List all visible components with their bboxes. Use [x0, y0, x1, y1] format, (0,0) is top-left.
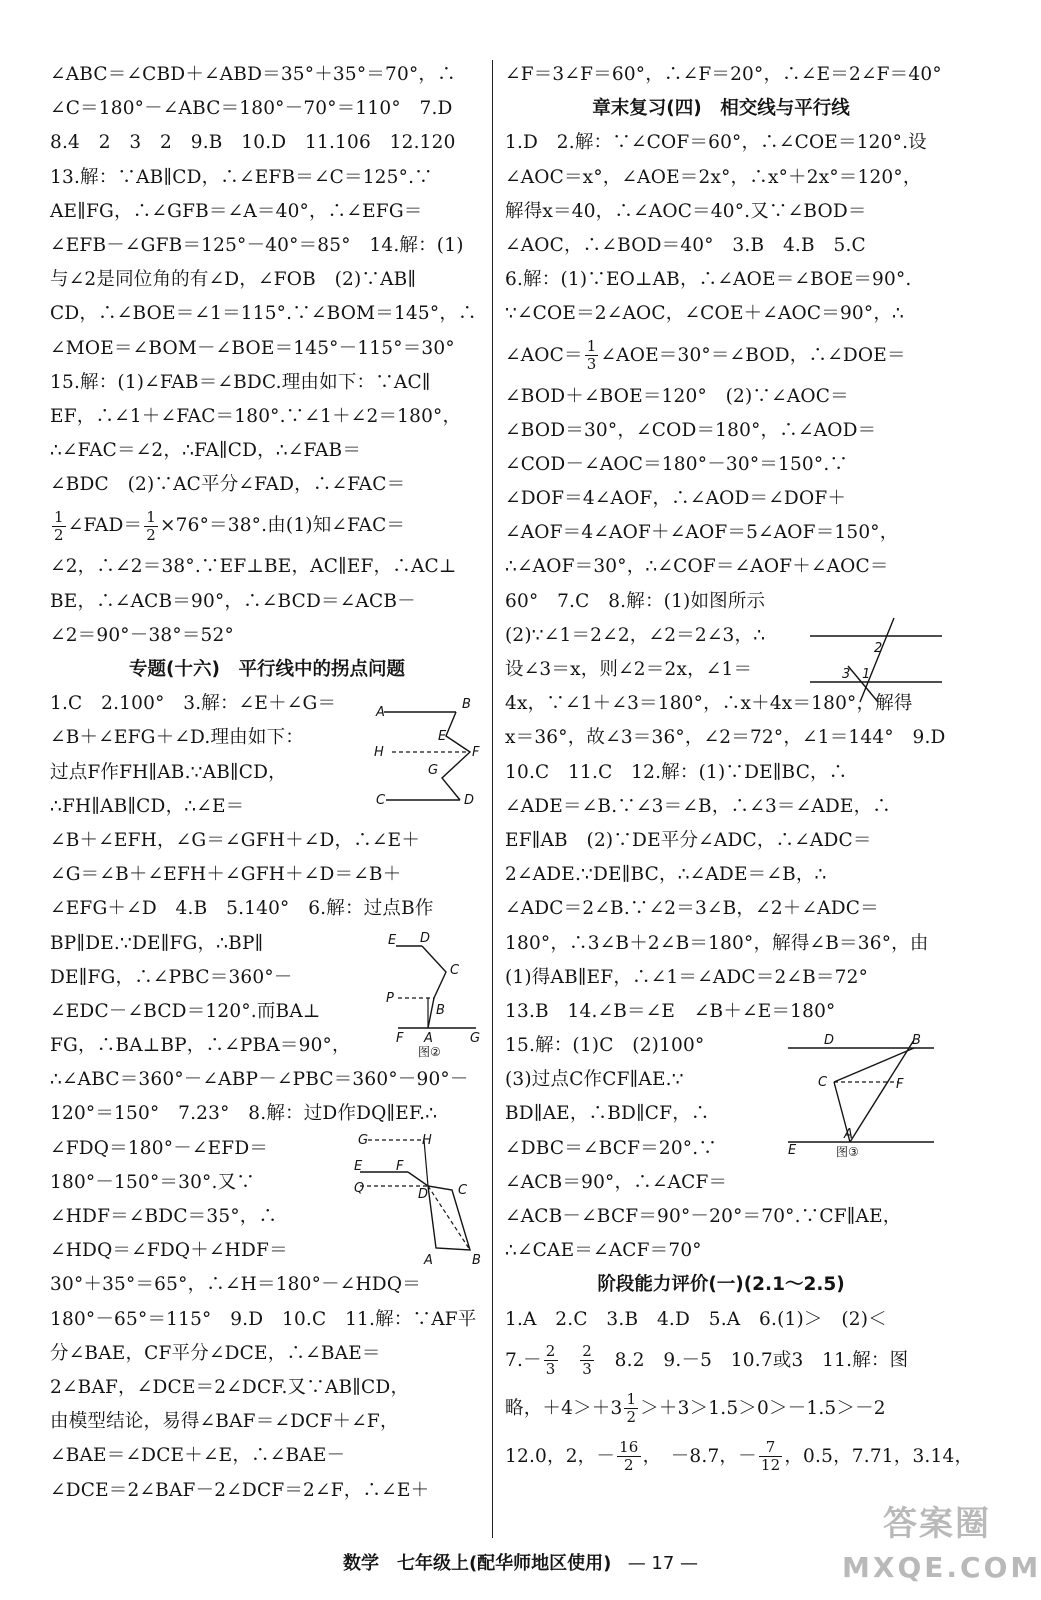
text-line: FG，∴BA⊥BP，∴∠PBA＝90°， [50, 1035, 351, 1057]
text-line: ∠BOD＝30°，∠COD＝180°，∴∠AOD＝ [505, 419, 877, 441]
text-line: BD∥AE，∴BD∥CF，∴ [505, 1103, 710, 1125]
text-line: 10.C 11.C 12.解：(1)∵DE∥BC，∴ [505, 761, 848, 783]
text-line: x＝36°，故∠3＝36°，∠2＝72°，∠1＝144° 9.D [505, 727, 946, 749]
text-line: ∴∠FAC＝∠2，∴FA∥CD，∴∠FAB＝ [50, 440, 362, 462]
svg-text:C: C [818, 1075, 828, 1090]
svg-text:F: F [396, 1031, 404, 1046]
column-divider [492, 60, 493, 1538]
text-line: 13.解：∵AB∥CD，∴∠EFB＝∠C＝125°.∵ [50, 166, 433, 188]
text-line: ∴FH∥AB∥CD，∴∠E＝ [50, 795, 245, 817]
text-line: AE∥FG，∴∠GFB＝∠A＝40°，∴∠EFG＝ [50, 200, 423, 222]
text-line: 15.解：(1)C (2)100° [505, 1035, 705, 1057]
text-line: ∠2，∴∠2＝38°.∵EF⊥BE，AC∥EF，∴AC⊥ [50, 556, 457, 578]
text-line: 过点F作FH∥AB.∵AB∥CD， [50, 761, 287, 783]
svg-text:A: A [844, 1127, 853, 1142]
text-line: 与∠2是同位角的有∠D，∠FOB (2)∵AB∥ [50, 269, 417, 291]
site-watermark: 答案圈 MXQE.COM [842, 1504, 1041, 1584]
text-line: ∠B＋∠EFG＋∠D.理由如下： [50, 727, 304, 749]
text-line: ∠BOD＋∠BOE＝120° (2)∵∠AOC＝ [505, 385, 849, 407]
text-line: (3)过点C作CF∥AE.∵ [505, 1069, 684, 1091]
svg-text:E: E [788, 1143, 797, 1158]
text-line: 1.A 2.C 3.B 4.D 5.A 6.(1)＞ (2)＜ [505, 1308, 887, 1330]
svg-text:B: B [912, 1033, 921, 1048]
fraction: $\frac{2}{3}$ [582, 1342, 592, 1379]
svg-text:D: D [418, 1187, 429, 1202]
fraction-line: 7.－ $\frac{2}{3}$ $\frac{2}{3}$ 8.2 9.－5 10.7或3 11.解：图 [505, 1342, 909, 1379]
figure-parallel-zigzag [372, 694, 482, 806]
svg-text:A: A [424, 1031, 433, 1046]
svg-text:图②: 图② [418, 1045, 441, 1059]
text-line: BP∥DE.∵DE∥FG，∴BP∥ [50, 932, 264, 954]
fraction: $\frac{7}{12}$ [760, 1438, 781, 1475]
svg-text:F: F [396, 1159, 404, 1174]
svg-text:图③: 图③ [836, 1145, 859, 1159]
text-line: EF，∴∠1＋∠FAC＝180°.∵∠1＋∠2＝180°， [50, 405, 462, 427]
text-line: 由模型结论，易得∠BAF＝∠DCF＋∠F， [50, 1411, 399, 1433]
text-line: ∠AOF＝4∠AOF＋∠AOF＝5∠AOF＝150°， [505, 522, 899, 544]
text-line: ∠DCE＝2∠BAF－2∠DCF＝2∠F，∴∠E＋ [50, 1479, 430, 1501]
text-line: 60° 7.C 8.解：(1)如图所示 [505, 590, 766, 612]
svg-text:A: A [424, 1253, 433, 1268]
text-line: 120°＝150° 7.23° 8.解：过D作DQ∥EF.∴ [50, 1103, 438, 1125]
text-line: ∵∠COE＝2∠AOC，∠COE＋∠AOC＝90°，∴ [505, 303, 905, 325]
text-line: ∠2＝90°－38°＝52° [50, 624, 234, 646]
text-line: ∠BDC (2)∵AC平分∠FAD，∴∠FAC＝ [50, 474, 406, 496]
fraction-line: 12.0，2，－ $\frac{16}{2}$ ， －8.7，－ $\frac{7}{12}$ ，0.5，7.71，3.14， [505, 1438, 974, 1475]
fraction: $\frac{1}{2}$ [54, 507, 64, 544]
fraction: $\frac{1}{2}$ [626, 1390, 637, 1427]
section-heading: 阶段能力评价(一)(2.1～2.5) [597, 1274, 845, 1296]
text-line: 13.B 14.∠B＝∠E ∠B＋∠E＝180° [505, 1000, 836, 1022]
svg-text:Q: Q [354, 1181, 365, 1196]
text-line: ∴∠CAE＝∠ACF＝70° [505, 1240, 702, 1262]
svg-text:D: D [464, 793, 475, 808]
text-line: ∠C＝180°－∠ABC＝180°－70°＝110° 7.D [50, 98, 453, 120]
footer-title: 数学 七年级上(配华师地区使用) [342, 1553, 612, 1574]
text-line: CD，∴∠BOE＝∠1＝115°.∵∠BOM＝145°，∴ [50, 303, 477, 325]
svg-text:F: F [896, 1077, 904, 1092]
svg-text:C: C [458, 1183, 468, 1198]
svg-text:D: D [420, 931, 431, 946]
svg-text:2: 2 [874, 641, 883, 656]
text-line: ∠COD－∠AOC＝180°－30°＝150°.∵ [505, 453, 849, 475]
text-line: 180°－65°＝115° 9.D 10.C 11.解：∵AF平 [50, 1308, 477, 1330]
figure-intersecting-lines [808, 618, 948, 704]
svg-text:B: B [472, 1253, 481, 1268]
text-line: 分∠BAE，CF平分∠DCE，∴∠BAE＝ [50, 1342, 381, 1364]
text-line: BE，∴∠ACB＝90°，∴∠BCD＝∠ACB－ [50, 590, 416, 612]
svg-text:G: G [358, 1133, 369, 1148]
text-line: ∠ADE＝∠B.∵∠3＝∠B，∴∠3＝∠ADE，∴ [505, 795, 892, 817]
text-line: 2∠BAF，∠DCE＝2∠DCF.又∵AB∥CD， [50, 1376, 410, 1398]
text-line: ∠ACB－∠BCF＝90°－20°＝70°.∵CF∥AE， [505, 1206, 902, 1227]
text-line: 1.C 2.100° 3.解：∠E＋∠G＝ [50, 693, 337, 715]
fraction: $\frac{1}{2}$ [146, 507, 156, 544]
text-line: ∠ADC＝2∠B.∵∠2＝3∠B，∠2＋∠ADC＝ [505, 898, 879, 920]
right-column [505, 58, 974, 1481]
section-heading: 章末复习(四) 相交线与平行线 [592, 98, 850, 120]
text-line: DE∥FG，∴∠PBC＝360°－ [50, 966, 293, 988]
svg-text:D: D [824, 1033, 835, 1048]
svg-text:E: E [388, 933, 397, 948]
page-number: — 17 — [627, 1553, 699, 1574]
text-line: ∠AOC＝x°，∠AOE＝2x°，∴x°＋2x°＝120°， [505, 166, 922, 188]
text-line: ∠DOF＝4∠AOF，∴∠AOD＝∠DOF＋ [505, 488, 847, 510]
text-line: ∠B＋∠EFH，∠G＝∠GFH＋∠D，∴∠E＋ [50, 829, 421, 851]
text-line: 1.D 2.解：∵∠COF＝60°，∴∠COE＝120°.设 [505, 132, 927, 154]
text-line: 8.4 2 3 2 9.B 10.D 11.106 12.120 [50, 132, 456, 154]
text-line: 30°＋35°＝65°，∴∠H＝180°－∠HDQ＝ [50, 1274, 421, 1296]
svg-text:G: G [428, 763, 439, 778]
svg-text:P: P [386, 991, 394, 1006]
figure-3 [352, 1130, 486, 1270]
text-line: ∠EDC－∠BCD＝120°.而BA⊥ [50, 1000, 321, 1022]
text-line: ∠AOC，∴∠BOD＝40° 3.B 4.B 5.C [505, 234, 866, 256]
svg-text:H: H [422, 1133, 432, 1148]
fraction-line: ∠AOC＝ $\frac{1}{3}$ ∠AOE＝30°＝∠BOD，∴∠DOE＝ [505, 337, 906, 373]
text-line: ∠MOE＝∠BOM－∠BOE＝145°－115°＝30° [50, 337, 455, 359]
text-line: ∠DBC＝∠BCF＝20°.∵ [505, 1137, 718, 1159]
fraction: $\frac{16}{2}$ [619, 1438, 639, 1475]
figure-3-triangle [784, 1030, 938, 1160]
figure-2 [384, 928, 484, 1060]
text-line: ∠HDF＝∠BDC＝35°，∴ [50, 1206, 278, 1227]
svg-text:E: E [438, 729, 447, 744]
text-line: ∠FDQ＝180°－∠EFD＝ [50, 1137, 269, 1159]
text-line: ∠ACB＝90°，∴∠ACF＝ [505, 1171, 728, 1193]
text-line: 设∠3＝x，则∠2＝2x，∠1＝ [505, 659, 753, 680]
svg-text:1: 1 [862, 667, 871, 682]
text-line: ∠HDQ＝∠FDQ＋∠HDF＝ [50, 1240, 288, 1262]
text-line: EF∥AB (2)∵DE平分∠ADC，∴∠ADC＝ [505, 829, 872, 851]
text-line: 15.解：(1)∠FAB＝∠BDC.理由如下：∵AC∥ [50, 371, 431, 393]
fraction-line: $\frac{1}{2}$ ∠FAD＝ $\frac{1}{2}$ ×76°＝38°.由(1)知∠FAC＝ [54, 507, 406, 544]
text-line: 4x，∵∠1＋∠3＝180°，∴x＋4x＝180°，解得 [505, 693, 913, 715]
text-line: 180°－150°＝30°.又∵ [50, 1171, 255, 1193]
svg-text:3: 3 [842, 667, 851, 682]
svg-text:B: B [462, 697, 471, 712]
text-line: ∠BAE＝∠DCE＋∠E，∴∠BAE－ [50, 1445, 346, 1467]
text-line: ∴∠AOF＝30°，∴∠COF＝∠AOF＋∠AOC＝ [505, 556, 889, 578]
text-line: 180°，∴3∠B＋2∠B＝180°，解得∠B＝36°，由 [505, 932, 929, 954]
svg-text:C: C [450, 963, 460, 978]
text-line: ∠EFB－∠GFB＝125°－40°＝85° 14.解：(1) [50, 234, 464, 256]
text-line: ∠G＝∠B＋∠EFH＋∠GFH＋∠D＝∠B＋ [50, 864, 402, 886]
fraction: $\frac{1}{3}$ [586, 337, 597, 373]
svg-text:F: F [472, 745, 480, 760]
svg-text:G: G [470, 1031, 481, 1046]
text-line: 解得x＝40，∴∠AOC＝40°.又∵∠BOD＝ [505, 200, 867, 222]
text-line: ∠EFG＋∠D 4.B 5.140° 6.解：过点B作 [50, 898, 434, 920]
svg-text:E: E [354, 1159, 363, 1174]
text-line: (2)∵∠1＝2∠2，∠2＝2∠3，∴ [505, 624, 766, 646]
svg-text:A: A [376, 705, 385, 720]
text-line: ∴∠ABC＝360°－∠ABP－∠PBC＝360°－90°－ [50, 1069, 469, 1091]
text-line: 6.解：(1)∵EO⊥AB，∴∠AOE＝∠BOE＝90°. [505, 269, 912, 291]
fraction-line: 略，＋4＞＋3 $\frac{1}{2}$ ＞＋3＞1.5＞0＞－1.5＞－2 [505, 1390, 886, 1427]
svg-text:B: B [436, 1003, 445, 1018]
section-heading: 专题(十六) 平行线中的拐点问题 [129, 659, 405, 680]
svg-text:C: C [376, 793, 386, 808]
fraction: $\frac{2}{3}$ [545, 1342, 556, 1379]
text-line: ∠F＝3∠F＝60°，∴∠F＝20°，∴∠E＝2∠F＝40° [505, 64, 942, 85]
svg-text:H: H [374, 745, 384, 760]
text-line: 2∠ADE.∵DE∥BC，∴∠ADE＝∠B，∴ [505, 864, 827, 886]
text-line: (1)得AB∥EF，∴∠1＝∠ADC＝2∠B＝72° [505, 966, 869, 988]
text-line: ∠ABC＝∠CBD＋∠ABD＝35°＋35°＝70°，∴ [50, 64, 456, 85]
